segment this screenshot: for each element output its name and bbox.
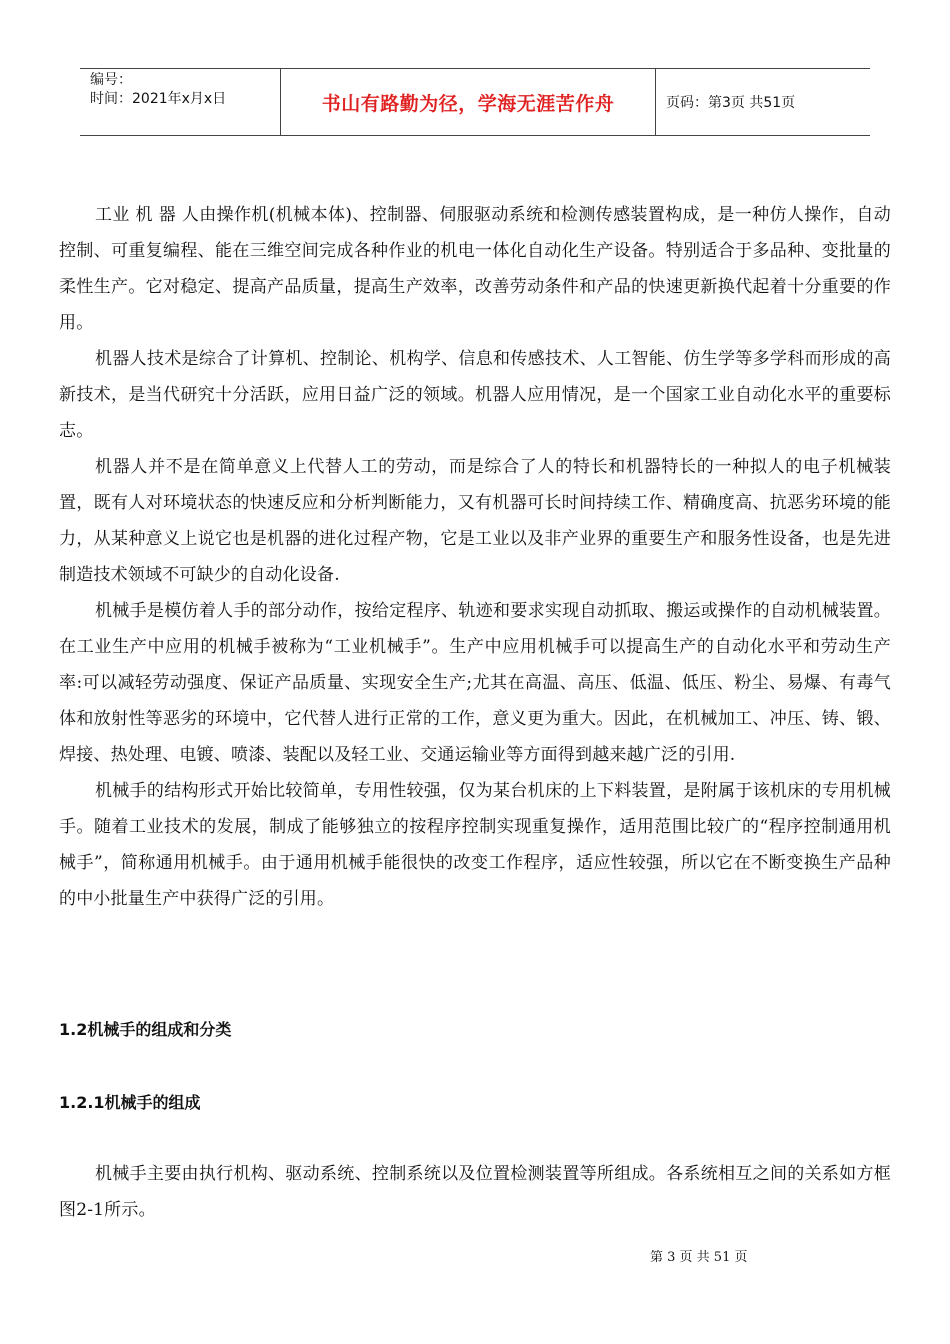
header-page-code: 页码：第3页 共51页 [666,95,796,111]
paragraph-2: 机器人技术是综合了计算机、控制论、机构学、信息和传感技术、人工智能、仿生学等多学科而形成的高新技术，是当代研究十分活跃，应用日益广泛的领域。机器人应用情况，是一个国家工业自动化水平的重要标志。 [59,349,891,441]
date-label: 时间：2021年x月x日 [90,91,227,107]
paragraph-1: 工业 机 器 人由操作机(机械本体)、控制器、伺服驱动系统和检测传感装置构成，是一种仿人操作，自动控制、可重复编程、能在三维空间完成各种作业的机电一体化自动化生产设备。特别适合于多品种、变批量的柔性生产。它对稳定、提高产品质量，提高生产效率，改善劳动条件和产品的快速更新换代起着十分重要的作用。 [59,205,891,333]
number-label: 编号： [90,72,132,88]
document-body [59,197,891,917]
page-header [80,68,870,136]
header-motto: 书山有路勤为径，学海无涯苦作舟 [281,69,656,135]
section-heading-1-2: 1.2机械手的组成和分类 [59,1020,232,1039]
paragraph-5: 机械手的结构形式开始比较简单，专用性较强，仅为某台机床的上下料装置，是附属于该机床的专用机械手。随着工业技术的发展，制成了能够独立的按程序控制实现重复操作，适用范围比较广的“程序控制通用机械手”，简称通用机械手。由于通用机械手能很快的改变工作程序，适应性较强，所以它在不断变换生产品种的中小批量生产中获得广泛的引用。 [59,781,891,909]
header-meta [80,69,281,135]
paragraph-4: 机械手是模仿着人手的部分动作，按给定程序、轨迹和要求实现自动抓取、搬运或操作的自动机械装置。在工业生产中应用的机械手被称为“工业机械手”。生产中应用机械手可以提高生产的自动化水平和劳动生产率:可以减轻劳动强度、保证产品质量、实现安全生产;尤其在高温、高压、低温、低压、粉尘、易爆、有毒气体和放射性等恶劣的环境中，它代替人进行正常的工作，意义更为重大。因此，在机械加工、冲压、铸、锻、焊接、热处理、电镀、喷漆、装配以及轻工业、交通运输业等方面得到越来越广泛的引用. [59,601,891,765]
section-heading-1-2-1: 1.2.1机械手的组成 [59,1093,201,1112]
paragraph-6: 机械手主要由执行机构、驱动系统、控制系统以及位置检测装置等所组成。各系统相互之间的关系如方框图2-1所示。 [59,1164,891,1220]
paragraph-3: 机器人并不是在简单意义上代替人工的劳动，而是综合了人的特长和机器特长的一种拟人的电子机械装置，既有人对环境状态的快速反应和分析判断能力，又有机器可长时间持续工作、精确度高、抗恶劣环境的能力，从某种意义上说它也是机器的进化过程产物，它是工业以及非产业界的重要生产和服务性设备，也是先进制造技术领域不可缺少的自动化设备. [59,457,891,585]
page-footer: 第 3 页 共 51 页 [650,1250,748,1265]
document-body-continued [59,1156,891,1228]
